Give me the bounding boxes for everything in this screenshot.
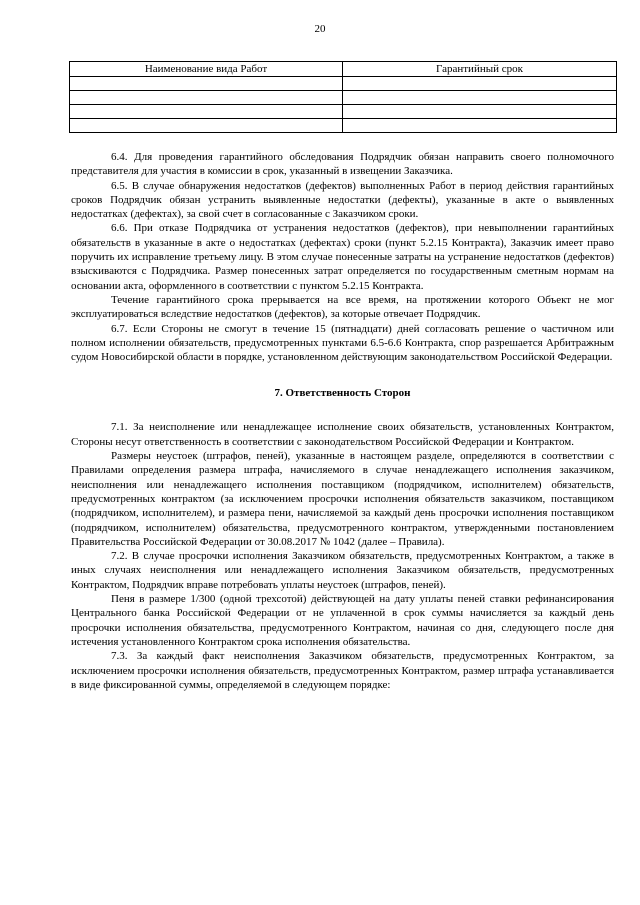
paragraph-penalty-sizes: Размеры неустоек (штрафов, пеней), указанные в настоящем разделе, определяются в соответствии с Правилами определения размера штрафа, начисляемого в случае ненадлежащего исполнения заказчиком, неисполнения или ненадлежащего исполнения поставщиком (подрядчиком, исполнителем) обязательств, предусмотренных контрактом (за исключением просрочки исполнения обязательств заказчиком, поставщиком (подрядчиком, исполнителем), и размера пени, начисляемой за каждый день просрочки исполнения поставщиком (подрядчиком, исполнителем) обязательства, предусмотренного контрактом, утвержденными постановлением Правительства Российской Федерации от 30.08.2017 № 1042 (далее – Правила). <box>71 450 614 548</box>
paragraph-warranty-interruption: Течение гарантийного срока прерывается на все время, на протяжении которого Объект не мог эксплуатироваться вследствие недостатков (дефектов), за которые отвечает Подрядчик. <box>71 293 614 321</box>
paragraph-6-6: 6.6. При отказе Подрядчика от устранения недостатков (дефектов), при невыполнении гарантийных обязательств в указанные в акте о недостатках (дефектах) сроки (пункт 5.2.15 Контракта), Заказчик имеет право поручить их исправление третьему лицу. В этом случае понесенные затраты на устранение недостатков (дефектов) взыскиваются с Подрядчика. Размер понесенных затрат определяется по государственным сметным нормам на основании акта, оформленного в соответствии с пунктом 5.2.15 Контракта. <box>71 222 614 292</box>
table-cell <box>70 105 343 119</box>
paragraph-penalty-rate: Пеня в размере 1/300 (одной трехсотой) действующей на дату уплаты пеней ставки рефинансирования Центрального банка Российской Федерации от не уплаченной в срок суммы начисляется за каждый день просрочки исполнения обязательства, предусмотренного Контрактом, начиная со дня, следующего после дня истечения установленного Контрактом срока исполнения обязательства. <box>71 593 614 648</box>
table-row <box>70 77 617 91</box>
table-cell <box>343 119 617 133</box>
table-cell <box>343 77 617 91</box>
header-warranty-period: Гарантийный срок <box>343 62 617 77</box>
table-row <box>70 105 617 119</box>
table-cell <box>70 91 343 105</box>
table-header-row <box>70 62 617 77</box>
paragraph-7-1: 7.1. За неисполнение или ненадлежащее исполнение своих обязательств, установленных Контрактом, Стороны несут ответственность в соответствии с законодательством Российской Федерации и Контрактом. <box>71 421 614 448</box>
warranty-table <box>69 61 617 133</box>
table-row <box>70 91 617 105</box>
table-row <box>70 119 617 133</box>
page-number: 20 <box>314 23 326 35</box>
table-cell <box>70 77 343 91</box>
paragraph-7-2: 7.2. В случае просрочки исполнения Заказчиком обязательств, предусмотренных Контрактом, а также в иных случаях неисполнения или ненадлежащего исполнения Заказчиком обязательств, предусмотренных Контрактом, Подрядчик вправе потребовать уплаты неустоек (штрафов, пеней). <box>71 550 614 591</box>
section-title: 7. Ответственность Сторон <box>274 387 411 400</box>
document-body <box>71 150 614 692</box>
header-work-type: Наименование вида Работ <box>70 62 343 77</box>
paragraph-6-7: 6.7. Если Стороны не смогут в течение 15 (пятнадцати) дней согласовать решение о частичном или полном исполнении обязательств, предусмотренных пунктами 6.5-6.6 Контракта, спор разрешается Арбитражным судом Новосибирской области в порядке, установленном действующим законодательством Российской Федерации. <box>71 322 614 364</box>
paragraph-6-4: 6.4. Для проведения гарантийного обследования Подрядчик обязан направить своего полномочного представителя для участия в комиссии в срок, указанный в извещении Заказчика. <box>71 151 614 178</box>
paragraph-7-3: 7.3. За каждый факт неисполнения Заказчиком обязательств, предусмотренных Контрактом, за исключением просрочки исполнения обязательств, предусмотренных Контрактом, размер штрафа устанавливается в виде фиксированной суммы, определяемой в следующем порядке: <box>71 650 614 691</box>
paragraph-6-5: 6.5. В случае обнаружения недостатков (дефектов) выполненных Работ в период действия гарантийных сроков Подрядчик обязан устранить выявленные недостатки (дефекты), указанные в акте о выявленных недостатках (дефектах), за свой счет в согласованные с Заказчиком сроки. <box>71 179 614 221</box>
table-cell <box>70 119 343 133</box>
table-cell <box>343 91 617 105</box>
table-cell <box>343 105 617 119</box>
